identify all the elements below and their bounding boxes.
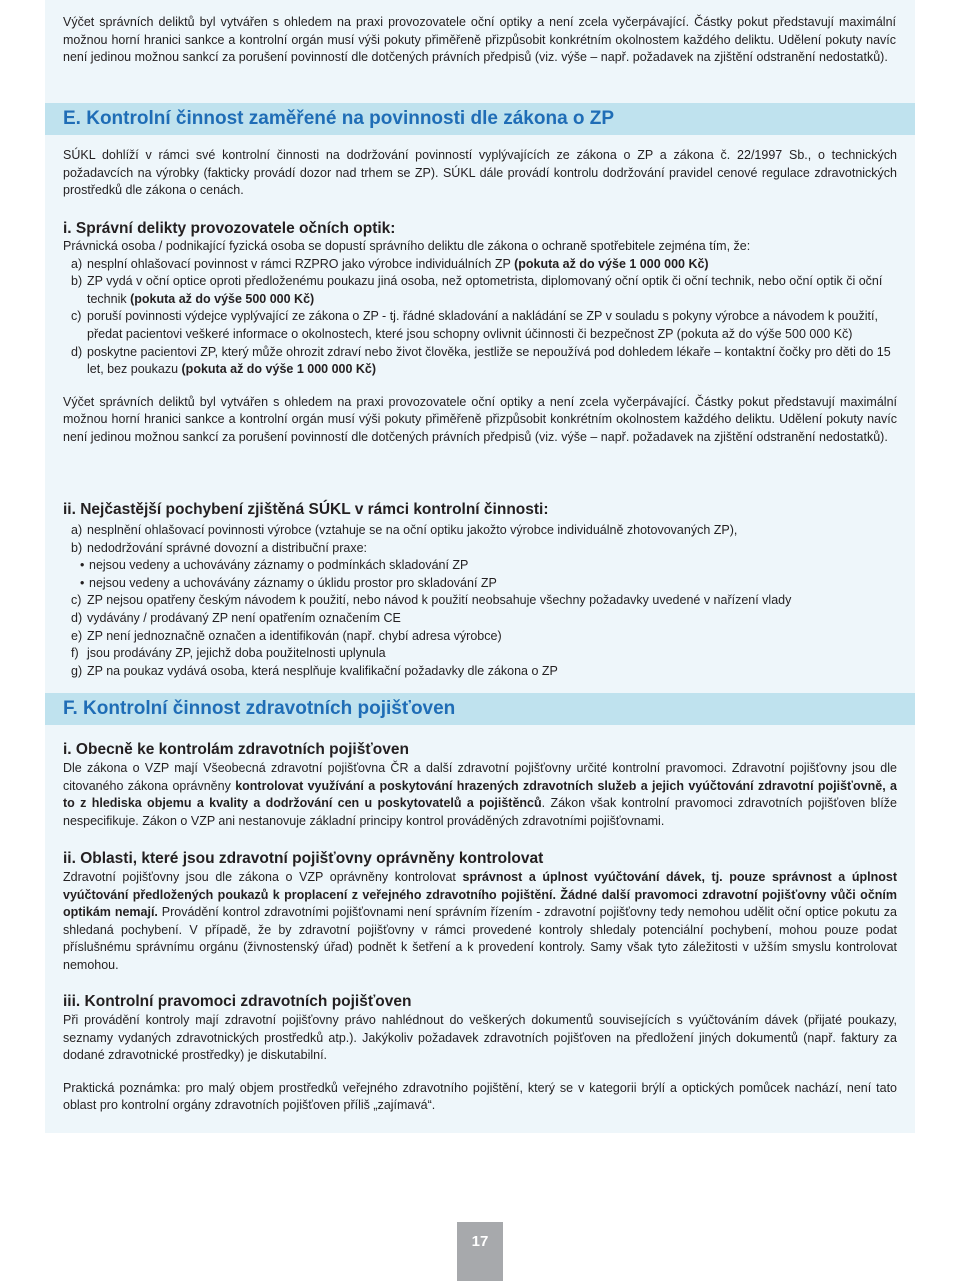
f-sub-i-heading: i. Obecně ke kontrolám zdravotních pojišťoven [63, 741, 409, 758]
practical-note: Praktická poznámka: pro malý objem prostředků veřejného zdravotního pojištění, který se v kategorii brýlí a optických pomůcek nachází, není tato oblast pro kontrolní orgány zdravotních pojišťoven příliš „zajímavá“. [63, 1080, 897, 1113]
list-item: b) ZP vydá v oční optice oproti předloženému poukazu jiná osoba, než optometrista, diplomovaný oční optik či oční technik, nebo oční optik či oční technik (pokuta až do výše 500 000 Kč) [71, 274, 883, 306]
f-sub-ii-heading: ii. Oblasti, které jsou zdravotní pojišťovny oprávněny kontrolovat [63, 850, 544, 867]
list-item: d) vydávány / prodávaný ZP není opatřením označením CE [71, 610, 401, 625]
findings-bullets [63, 557, 897, 592]
section-f-band [45, 693, 915, 725]
list-item: c) ZP nejsou opatřeny českým návodem k použití, nebo návod k použití neobsahuje všechny požadavky uvedené v nařízení vlady [71, 593, 792, 608]
offences-list [63, 256, 897, 379]
sub-i-lead: Právnická osoba / podnikající fyzická osoba se dopustí správního deliktu dle zákona o ochraně spotřebitele zejména tím, že: [63, 239, 751, 253]
findings-list [63, 522, 897, 557]
f-sub-ii-text: Zdravotní pojišťovny jsou dle zákona o VZP oprávněny kontrolovat správnost a úplnost vyúčtování dávek, tj. pouze správnost a úplnost vyúčtování předložených poukazů k proplacení z veřejného zdravotního pojištění. Žádné další pravomoci zdravotní pojišťovny vůči očním optikám nemají. Provádění kontrol zdravotními pojišťovnami není správním řízením - zdravotní pojišťovny tedy nemohou udělit oční optice pokutu za shledaná pochybení. V případě, že by zdravotní pojišťovny v rámci provedené kontroly shledaly potenciální pochybení, mohou pouze podat příslušnému správnímu orgánu (živnostenský úřad) podnět k šetření a k provedení kontroly. Samy však tyto záležitosti v užším smyslu kontrolovat nemohou. [63, 870, 897, 972]
findings-list-rest [63, 592, 897, 680]
list-item: • nejsou vedeny a uchovávány záznamy o podmínkách skladování ZP [80, 558, 469, 573]
list-item: g) ZP na poukaz vydává osoba, která nesplňuje kvalifikační požadavky dle zákona o ZP [71, 663, 558, 678]
section-e-title: E. Kontrolní činnost zaměřené na povinnosti dle zákona o ZP [63, 108, 615, 129]
sub-i-heading: i. Správní delikty provozovatele očních optik: [63, 220, 396, 237]
section-e-sub-i [63, 219, 897, 447]
f-sub-iii-heading: iii. Kontrolní pravomoci zdravotních pojišťoven [63, 993, 412, 1010]
section-e-sub-ii [63, 500, 897, 680]
section-e-intro-block [63, 147, 897, 200]
intro-paragraph: Výčet správních deliktů byl vytvářen s ohledem na praxi provozovatele oční optiky a není zcela vyčerpávající. Částky pokut představují maximální možnou horní hranici sankce a kontrolní orgán musí výši pokuty přiměřeně přizpůsobit konkrétním okolnostem každého deliktu. Udělení pokuty navíc není jedinou možnou sankcí za porušení povinností dle dotčených právních předpisů (viz. výše – např. požadavek na zjištění odstranění nedostatků). [63, 15, 896, 65]
list-item: d) poskytne pacientovi ZP, který může ohrozit zdraví nebo život člověka, jestliže se nepoužívá pod dohledem lékaře – kontaktní čočky pro děti do 15 let, bez poukazu (pokuta až do výše 1 000 000 Kč) [71, 344, 891, 377]
f-sub-i-text: Dle zákona o VZP mají Všeobecná zdravotní pojišťovna ČR a další zdravotní pojišťovny určité kontrolní pravomoci. Zdravotní pojišťovny jsou dle citovaného zákona oprávněny kontrolovat využívání a poskytování hrazených zdravotních služeb a jejich vyúčtování zdravotní pojišťovně, a to z hlediska objemu a kvality a dodržování cen u poskytovatelů a pojištěnců. Zákon však kontrolní pravomoci zdravotních pojišťoven blíže nespecifikuje. Zákon o VZP ani nestanovuje základní principy kontrol prováděných zdravotními pojišťovnami. [63, 761, 897, 828]
list-item: a) nesplnění ohlašovací povinnosti výrobce (vztahuje se na oční optiku jakožto výrobce individuálně zhotovovaných ZP), [71, 523, 738, 537]
section-e-intro: SÚKL dohlíží v rámci své kontrolní činnosti na dodržování povinností vyplývajících ze zákona o ZP a zákona č. 22/1997 Sb., o technických požadavcích na výrobky (fakticky provádí dozor nad trhem se ZP). SÚKL dále provádí kontrolu dodržování pravidel cenové regulace zdravotnických prostředků dle zákona o cenách. [63, 148, 897, 198]
section-f-sub-i [63, 740, 897, 830]
section-f-sub-ii [63, 849, 897, 975]
list-item: a) nesplní ohlašovací povinnost v rámci RZPRO jako výrobce individuálních ZP (pokuta až do výše 1 000 000 Kč) [71, 256, 709, 271]
sub-ii-heading: ii. Nejčastější pochybení zjištěná SÚKL v rámci kontrolní činnosti: [63, 501, 549, 518]
f-sub-iii-text: Při provádění kontroly mají zdravotní pojišťovny právo nahlédnout do veškerých dokumentů souvisejících s vyúčtováním dávek (přijaté poukazy, seznamy vydaných zdravotnických prostředků atp.). Jakýkoliv požadavek zdravotních pojišťoven na předložení jiných dokumentů (např. faktury za dodané zdravotnické prostředky) je diskutabilní. [63, 1013, 897, 1063]
list-item: c) poruší povinnosti výdejce vyplývající ze zákona o ZP - tj. řádné skladování a nakládání se ZP v souladu s pokyny výrobce a návodem k použití, předat pacientovi veškeré informace o okolnostech, které jsou schopny ovlivnit účinnosti či bezpečnost ZP (pokuta až do výše 500 000 Kč) [71, 309, 878, 341]
section-f-title: F. Kontrolní činnost zdravotních pojišťoven [63, 698, 456, 719]
list-item: b) nedodržování správné dovozní a distribuční praxe: [71, 540, 368, 555]
list-item: e) ZP není jednoznačně označen a identifikován (např. chybí adresa výrobce) [71, 628, 502, 643]
sub-i-closing: Výčet správních deliktů byl vytvářen s ohledem na praxi provozovatele oční optiky a není zcela vyčerpávající. Částky pokut představují maximální možnou horní hranici sankce a kontrolní orgán musí výši pokuty přiměřeně přizpůsobit konkrétním okolnostem každého deliktu. Udělení pokuty navíc není jedinou možnou sankcí za porušení povinností dle dotčených právních předpisů (viz. výše – např. požadavek na zjištění odstranění nedostatků). [63, 394, 897, 444]
list-item: • nejsou vedeny a uchovávány záznamy o úklidu prostor pro skladování ZP [80, 575, 497, 590]
section-f-sub-iii [63, 992, 897, 1115]
list-item: f) jsou prodávány ZP, jejichž doba použitelnosti uplynula [71, 646, 386, 661]
section-e-band [45, 103, 915, 135]
page-number: 17 [457, 1222, 503, 1281]
